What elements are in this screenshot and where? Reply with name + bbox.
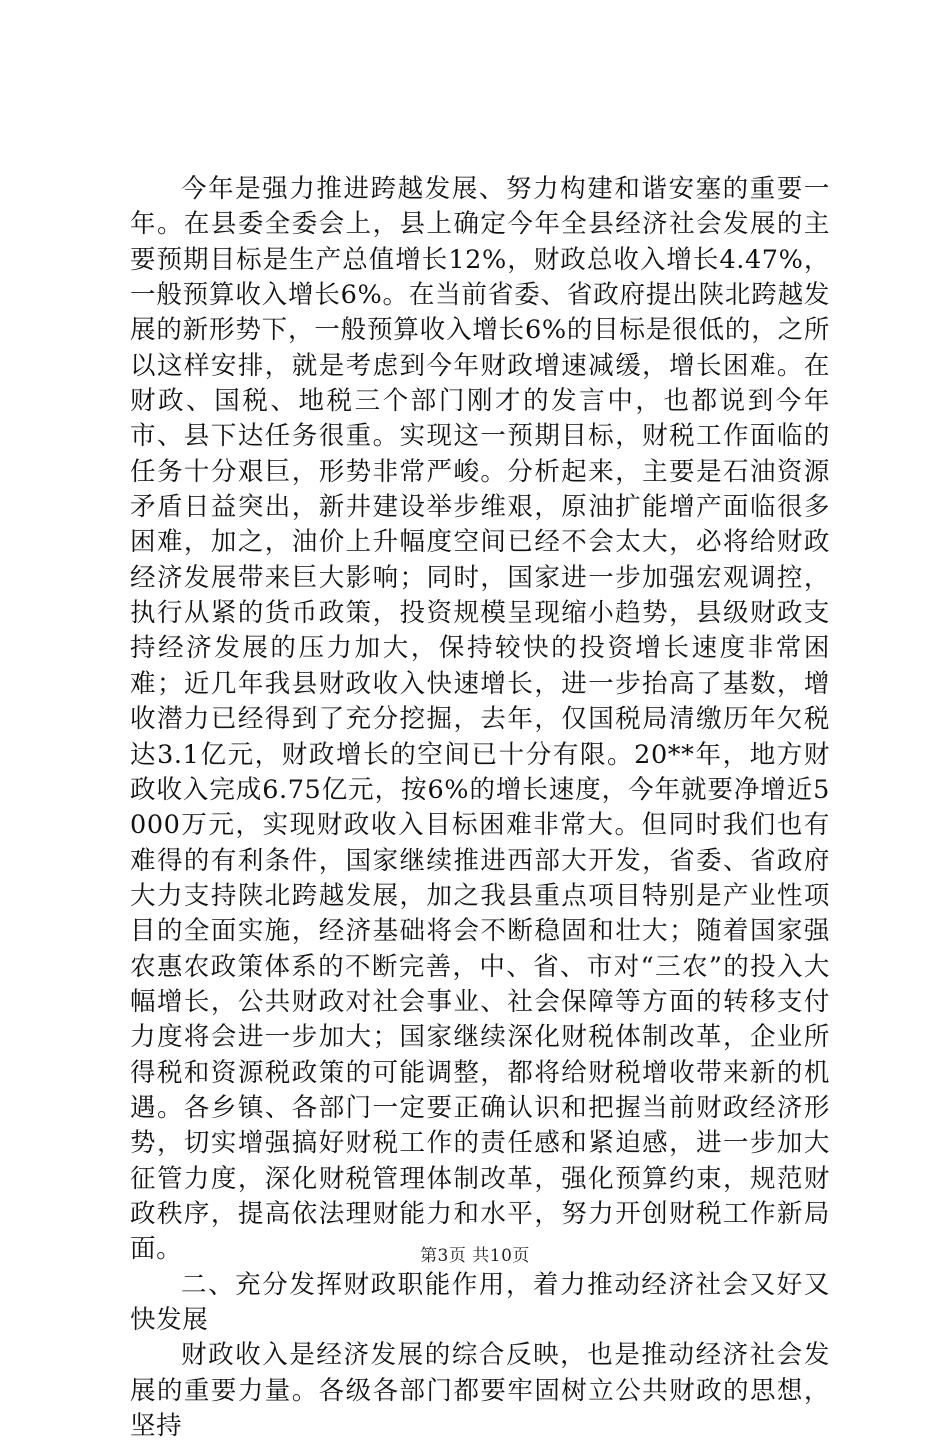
paragraph-fiscal-situation: 今年是强力推进跨越发展、努力构建和谐安塞的重要一年。在县委全委会上，县上确定今年全县经济社会发展的主要预期目标是生产总值增长12%，财政总收入增长4.47%，一般预算收入增长6%。在当前省委、省政府提出陕北跨越发展的新形势下，一般预算收入增长6%的目标是很低的，之所以这样安排，就是考虑到今年财政增速减缓，增长困难。在财政、国税、地税三个部门刚才的发言中，也都说到今年市、县下达任务很重。实现这一预期目标，财税工作面临的任务十分艰巨，形势非常严峻。分析起来，主要是石油资源矛盾日益突出，新井建设举步维艰，原油扩能增产面临很多困难，加之，油价上升幅度空间已经不会太大，必将给财政经济发展带来巨大影响；同时，国家进一步加强宏观调控，执行从紧的货币政策，投资规模呈现缩小趋势，县级财政支持经济发展的压力加大，保持较快的投资增长速度非常困难；近几年我县财政收入快速增长，进一步抬高了基数，增收潜力已经得到了充分挖掘，去年，仅国税局清缴历年欠税达3.1亿元，财政增长的空间已十分有限。20**年，地方财政收入完成6.75亿元，按6%的增长速度，今年就要净增近5000万元，实现财政收入目标困难非常大。但同时我们也有难得的有利条件，国家继续推进西部大开发，省委、省政府大力支持陕北跨越发展，加之我县重点项目特别是产业性项目的全面实施，经济基础将会不断稳固和壮大；随着国家强农惠农政策体系的不断完善，中、省、市对“三农”的投入大幅增长，公共财政对社会事业、社会保障等方面的转移支付力度将会进一步加大；国家继续深化财税体制改革，企业所得税和资源税政策的可能调整，都将给财税增收带来新的机遇。各乡镇、各部门一定要正确认识和把握当前财政经济形势，切实增强搞好财税工作的责任感和紧迫感，进一步加大征管力度，深化财税管理体制改革，强化预算约束，规范财政秩序，提高依法理财能力和水平，努力开创财税工作新局面。 — [130, 174, 830, 1265]
section-heading-fiscal-functions: 二、充分发挥财政职能作用，着力推动经济社会又好又快发展 — [130, 1269, 830, 1335]
page-number-footer: 第3页 共10页 — [420, 1246, 530, 1266]
paragraph-fiscal-revenue: 财政收入是经济发展的综合反映，也是推动经济社会发展的重要力量。各级各部门都要牢固树立公共财政的思想，坚持 — [130, 1340, 830, 1442]
